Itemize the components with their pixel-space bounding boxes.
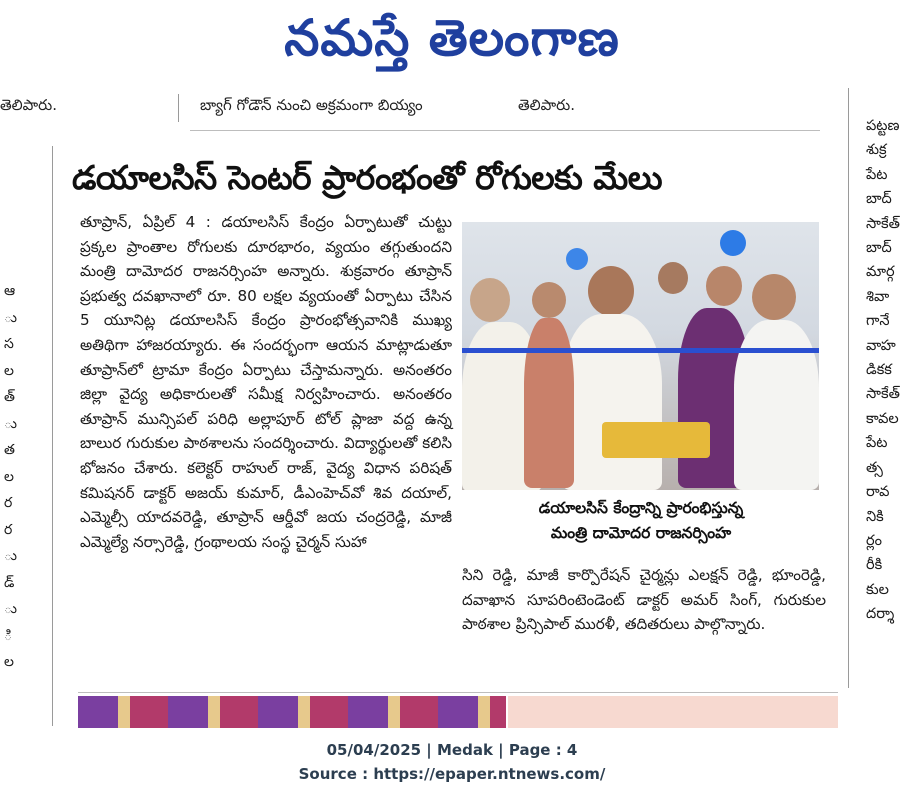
- left-fragment: ు: [4, 309, 17, 326]
- right-fragment: శివా: [866, 288, 890, 305]
- right-fragment: శుక్ర: [866, 142, 887, 159]
- footer-source: Source : https://epaper.ntnews.com/: [298, 765, 606, 783]
- photo-caption-line: మంత్రి దామోదర రాజనర్సింహ: [550, 524, 732, 542]
- left-fragment: ల: [4, 362, 14, 379]
- right-fragment: బాద్: [866, 191, 892, 208]
- section-rule: [78, 692, 838, 693]
- right-fragment: రావ: [866, 484, 890, 501]
- right-fragment: గానే: [866, 313, 890, 330]
- article-body-left: తూప్రాన్, ఏప్రిల్ 4 : డయాలసిస్ కేంద్రం ఏర్పాటుతో చుట్టు ప్రక్కల ప్రాంతాల రోగులకు దూరభారం, వ్యయం తగ్గుతుందని మంత్రి దామోదర రాజనర్సింహ అన్నారు. శుక్రవారం తూప్రాన్ ప్రభుత్వ దవఖానాలో రూ. 80 లక్షల వ్యయంతో ఏర్పాటు చేసిన 5 యూనిట్ల డయాలసిస్ కేంద్రం ప్రారంభోత్సవానికి ముఖ్య అతిథిగా హాజరయ్యారు. ఈ సందర్భంగా ఆయన మాట్లాడుతూ తూప్రాన్‌లో ట్రామా కేంద్రం ఏర్పాటు చేస్తామన్నారు. అనంతరం జిల్లా వైద్య అధికారులతో సమీక్ష నిర్వహించారు. అనంతరం తూప్రాన్ మున్సిపల్ పరిధి అల్లాపూర్ టోల్ ప్లాజా వద్ద ఉన్న బాలుర గురుకుల పాఠశాలను సందర్శించారు. విద్యార్థులతో కలిసి భోజనం చేశారు. కలెక్టర్ రాహుల్ రాజ్, వైద్య విధాన పరిషత్ కమిషనర్ డాక్టర్ అజయ్ కుమార్, డీఎంహెచ్‌వో శివ దయాల్, ఎమ్మెల్సీ యాదవరెడ్డి, తూప్రాన్ ఆర్డీవో జయ చంద్రరెడ్డి, మాజీ ఎమ్మెల్యే నర్సారెడ్డి, గ్రంథాలయ సంస్థ చైర్మన్ సుహా: [80, 213, 452, 551]
- right-column-divider: [848, 88, 849, 688]
- right-fragment: సాకేత్: [866, 386, 900, 403]
- newspaper-page: [0, 88, 904, 728]
- section-rule: [190, 130, 820, 131]
- right-fragment: పేట: [866, 166, 888, 183]
- person-head: [706, 266, 742, 306]
- balloon-decoration: [720, 230, 746, 256]
- left-fragment: ు: [4, 415, 17, 432]
- left-fragment: డ్: [4, 574, 15, 591]
- right-fragment: వాహ: [866, 337, 896, 354]
- column-divider: [178, 94, 179, 122]
- top-middle-fragment: బ్యాగ్ గోడౌన్ నుంచి అక్రమంగా బియ్యం: [200, 96, 423, 114]
- right-fragment: సాకేత్: [866, 215, 900, 232]
- right-fragment: రీకి: [866, 557, 883, 574]
- person-body: [734, 320, 819, 490]
- balloon-decoration: [566, 248, 588, 270]
- left-fragment: ల: [4, 654, 14, 670]
- left-fragment: ు: [4, 548, 17, 564]
- right-fragment: త్స: [866, 459, 883, 476]
- left-fragment: త: [4, 442, 15, 458]
- person-body: [562, 314, 662, 490]
- right-fragment: మార్గ: [866, 264, 895, 281]
- photo-caption: [470, 496, 812, 546]
- person-head: [588, 266, 634, 316]
- right-fragment: డికక: [866, 362, 892, 379]
- left-column-divider: [52, 146, 53, 726]
- masthead-title: నమస్తే తెలంగాణ: [284, 9, 620, 67]
- left-fragment: ల: [4, 468, 14, 485]
- left-fragment: ు: [4, 601, 17, 617]
- left-fragment: ఆ: [4, 283, 16, 299]
- photo-caption-line: డయాలసిస్ కేంద్రాన్ని ప్రారంభిస్తున్న: [538, 499, 744, 517]
- inauguration-ribbon: [462, 348, 819, 353]
- advertisement-image: [78, 696, 506, 728]
- right-column-fragments: [866, 114, 904, 627]
- right-fragment: దర్శా: [866, 606, 895, 623]
- left-column-fragments: [4, 278, 18, 676]
- left-fragment: ర: [4, 495, 13, 511]
- person-body: [524, 318, 574, 488]
- person-head: [532, 282, 566, 318]
- person-head: [752, 274, 796, 320]
- left-fragment: ర: [4, 521, 13, 538]
- right-fragment: కుల: [866, 581, 889, 598]
- right-fragment: పట్టణ: [866, 118, 900, 134]
- right-fragment: కావల: [866, 410, 899, 427]
- right-fragment: పేట: [866, 435, 888, 452]
- advertisement-image: [508, 696, 838, 728]
- newspaper-masthead: [0, 0, 904, 80]
- right-fragment: ర్లం: [866, 532, 882, 549]
- right-fragment: బాద్: [866, 240, 892, 257]
- ribbon-tray: [602, 422, 710, 458]
- left-fragment: ి: [4, 627, 13, 644]
- left-fragment: త్: [4, 389, 15, 405]
- footer-date-info: 05/04/2025 | Medak | Page : 4: [326, 741, 578, 759]
- left-fragment: స: [4, 336, 14, 352]
- article-headline: డయాలసిస్ సెంటర్ ప్రారంభంతో రోగులకు మేలు: [72, 158, 663, 197]
- person-head: [658, 262, 688, 294]
- person-head: [470, 278, 510, 322]
- right-fragment: నికి: [866, 508, 884, 525]
- top-left-fragment: తెలిపారు.: [0, 96, 57, 114]
- article-photo: [462, 222, 819, 490]
- top-right-fragment: తెలిపారు.: [518, 96, 575, 114]
- page-footer: [0, 738, 904, 786]
- article-body-right: సిని రెడ్డి, మాజీ కార్పొరేషన్ చైర్మన్లు ఎలక్షన్ రెడ్డి, భూంరెడ్డి, దవాఖాన సూపరింటెండెంట్ డాక్టర్ అమర్ సింగ్, గురుకుల పాఠశాల ప్రిన్సిపాల్ మురళీ, తదితరులు పాల్గొన్నారు.: [462, 566, 826, 634]
